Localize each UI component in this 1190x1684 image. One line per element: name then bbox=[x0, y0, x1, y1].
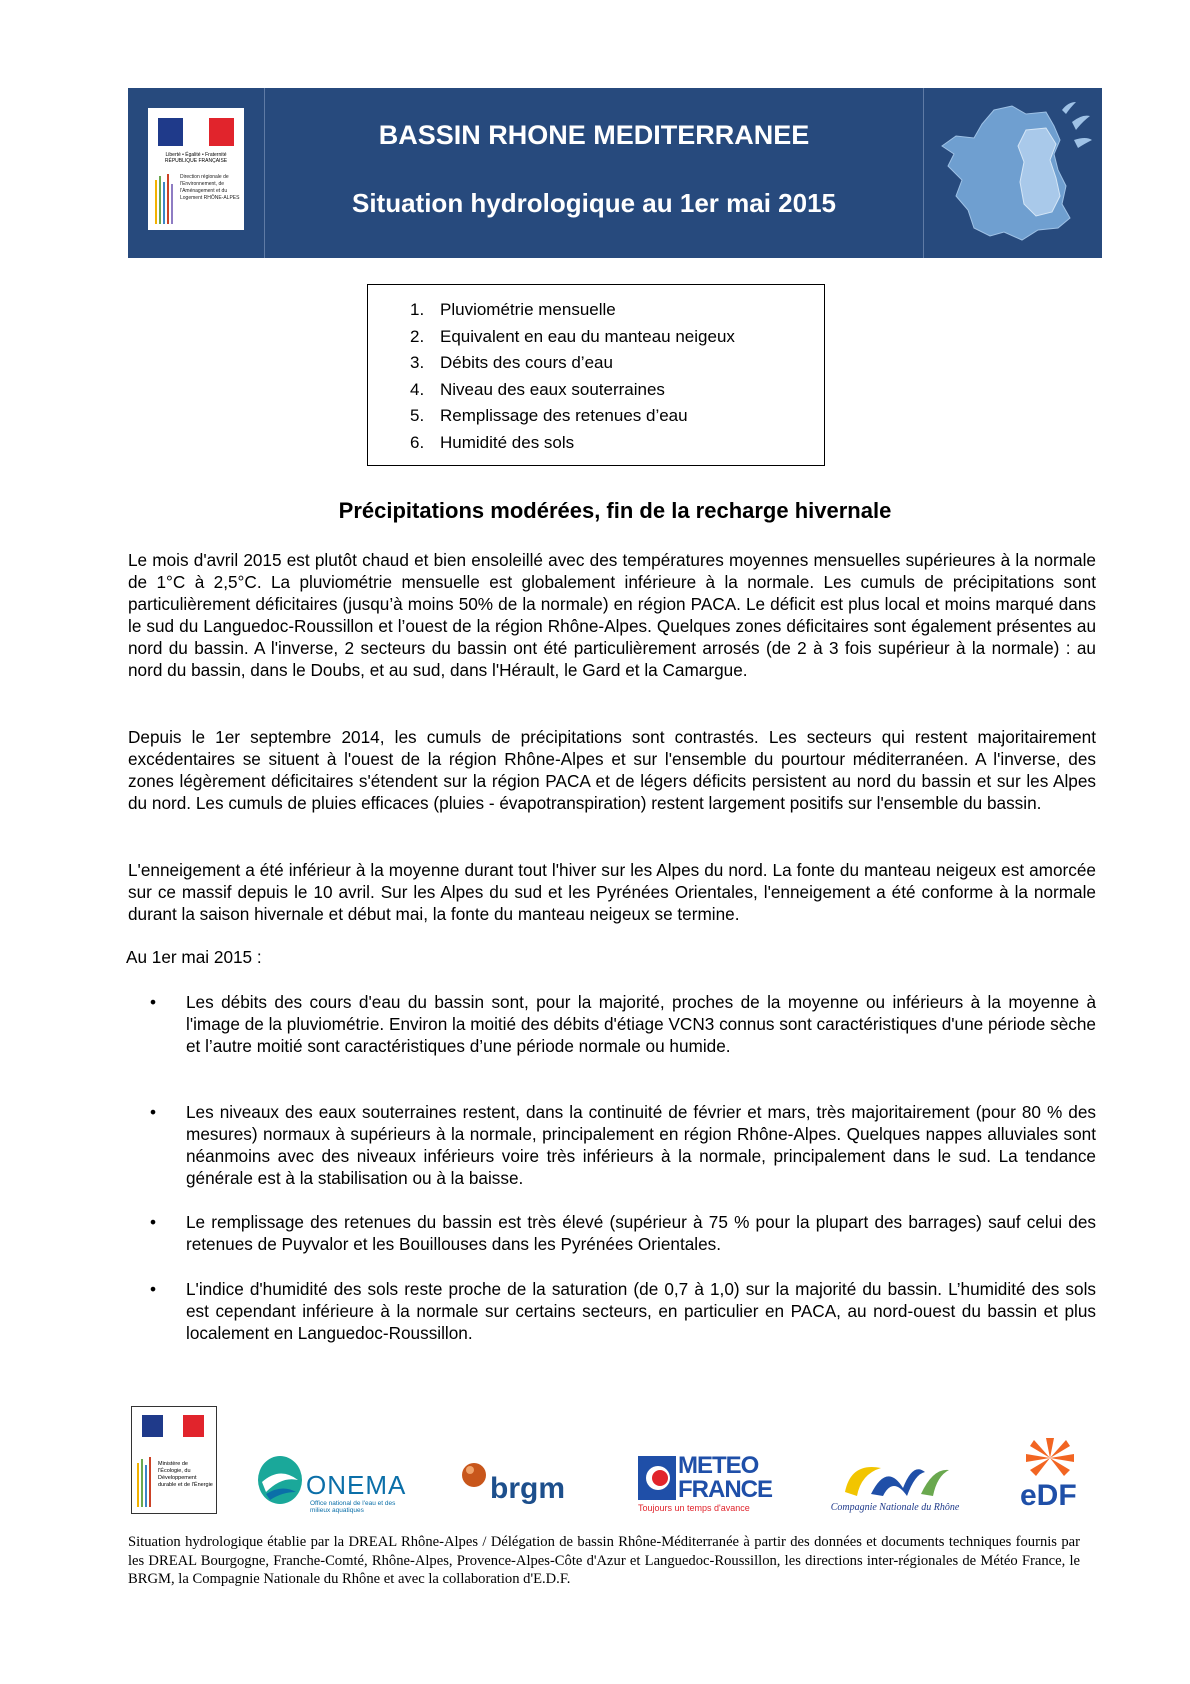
toc-item: 1. Pluviométrie mensuelle bbox=[410, 300, 616, 319]
onema-wave-icon bbox=[256, 1452, 304, 1506]
logo-motto: Liberté • Égalité • Fraternité RÉPUBLIQUE FRANÇAISE bbox=[164, 152, 228, 164]
ministry-logo bbox=[131, 1406, 217, 1514]
brgm-drop-icon bbox=[460, 1460, 488, 1488]
page-subtitle: Situation hydrologique au 1er mai 2015 bbox=[351, 188, 836, 218]
bullet-dot-icon: • bbox=[150, 1279, 157, 1299]
bullet-dot-icon: • bbox=[150, 992, 157, 1012]
republique-francaise-logo bbox=[148, 108, 244, 230]
cnr-swoosh-icon bbox=[841, 1458, 951, 1498]
bullet-dot-icon: • bbox=[150, 1102, 157, 1122]
page-title: BASSIN RHONE MEDITERRANEE bbox=[378, 120, 810, 150]
paragraph-since-september: Depuis le 1er septembre 2014, les cumuls de précipitations sont contrastés. Les secteurs qui restent majoritairement excédentaires se situent à l'ouest de la région Rhône-Alpes et sur l'ensemble du pourtour méditerranéen. A l'inverse, des zones légèrement déficitaires s'étendent sur la région PACA et de légers déficits persistent au nord du bassin et sur les Alpes du nord. Les cumuls de pluies efficaces (pluies - évapotranspiration) restent largement positifs sur l'ensemble du bassin. bbox=[128, 727, 1096, 813]
meteo-wordmark-line2: FRANCE bbox=[678, 1476, 772, 1503]
tricolor-flag-icon bbox=[158, 118, 234, 146]
brgm-logo bbox=[460, 1460, 578, 1510]
meteo-wordmark-line1: METEO bbox=[678, 1452, 759, 1479]
toc-item: 6. Humidité des sols bbox=[410, 432, 575, 452]
toc-item: 2. Equivalent en eau du manteau neigeux bbox=[410, 326, 735, 346]
brgm-wordmark: brgm bbox=[490, 1472, 565, 1505]
toc-item: 3. Débits des cours d’eau bbox=[410, 353, 613, 373]
bullet-text: Les débits des cours d'eau du bassin sont, pour la majorité, proches de la moyenne ou inférieurs à la moyenne à l'image de la pluviométrie. Environ la moitié des débits d'étiage VCN3 connus sont caractéristiques d'une période sèche et l’autre moitié sont caractéristiques d’une période normale ou humide. bbox=[186, 992, 1096, 1056]
cnr-logo bbox=[815, 1458, 975, 1514]
meteo-tagline: Toujours un temps d'avance bbox=[638, 1503, 750, 1513]
bullet-text: L'indice d'humidité des sols reste proche de la saturation (de 0,7 à 1,0) sur la majorité du bassin. L’humidité des sols est cependant inférieure à la normale sur certains secteurs, en particulier en PACA, au nord-ouest du bassin et plus localement en Languedoc-Roussillon. bbox=[186, 1279, 1096, 1343]
toc-list bbox=[410, 297, 735, 457]
tricolor-flag-icon bbox=[142, 1415, 204, 1437]
toc-item: 4. Niveau des eaux souterraines bbox=[410, 379, 665, 399]
dreal-color-bars-icon bbox=[154, 172, 176, 224]
bullet-dot-icon: • bbox=[150, 1212, 157, 1232]
onema-logo bbox=[256, 1452, 412, 1516]
header-banner bbox=[128, 88, 1102, 258]
paragraph-snow: L'enneigement a été inférieur à la moyenne durant tout l'hiver sur les Alpes du nord. La fonte du manteau neigeux est amorcée sur ce massif depuis le 10 avril. Sur les Alpes du sud et les Pyrénées Orientales, l'enneigement a été conforme à la normale durant la saison hivernale et début mai, la fonte du manteau neigeux se termine. bbox=[128, 860, 1096, 924]
paragraph-april: Le mois d'avril 2015 est plutôt chaud et bien ensoleillé avec des températures moyennes mensuelles supérieures à la normale de 1°C à 2,5°C. La pluviométrie mensuelle est globalement inférieure à la normale. Les cumuls de précipitations sont particulièrement déficitaires (jusqu’à moins 50% de la normale) en région PACA. Le déficit est plus local et moins marqué dans le sud du Languedoc-Roussillon et l’ouest de la région Rhône-Alpes. Quelques zones déficitaires sont également présentes au nord du bassin. A l'inverse, 2 secteurs du bassin ont été particulièrement arrosés (de 2 à 3 fois supérieur à la normale) : au nord du bassin, dans le Doubs, et au sud, dans l'Hérault, le Gard et la Camargue. bbox=[128, 550, 1096, 680]
france-basin-map-icon bbox=[934, 100, 1094, 248]
onema-subtitle: Office national de l'eau et des milieux aquatiques bbox=[310, 1500, 396, 1514]
edf-logo bbox=[1018, 1436, 1082, 1514]
onema-wordmark: ONEMA bbox=[306, 1470, 407, 1500]
date-intro: Au 1er mai 2015 : bbox=[126, 947, 262, 967]
toc-item: 5. Remplissage des retenues d’eau bbox=[410, 406, 688, 426]
bullet-text: Le remplissage des retenues du bassin est très élevé (supérieur à 75 % pour la plupart des barrages) sauf celui des retenues de Puyvalor et les Bouillouses dans les Pyrénées Orientales. bbox=[186, 1212, 1096, 1254]
cnr-tagline: Compagnie Nationale du Rhône bbox=[830, 1502, 960, 1513]
section-headline: Précipitations modérées, fin de la recharge hivernale bbox=[338, 498, 892, 523]
banner-logo-panel bbox=[128, 88, 265, 258]
edf-sun-icon bbox=[1024, 1436, 1076, 1480]
banner-map-panel bbox=[923, 88, 1102, 258]
dreal-name: Direction régionale de l'Environnement, de l'Aménagement et du Logement RHÔNE-ALPES bbox=[180, 174, 240, 201]
edf-wordmark: eDF bbox=[1020, 1479, 1077, 1512]
footer-credits: Situation hydrologique établie par la DREAL Rhône-Alpes / Délégation de bassin Rhône-Méditerranée à partir des données et documents techniques fournis par les DREAL Bourgogne, Franche-Comté, Rhône-Alpes, Provence-Alpes-Côte d'Azur et Languedoc-Roussillon, les directions inter-régionales de Météo France, le BRGM, la Compagnie Nationale du Rhône et avec la collaboration d'E.D.F. bbox=[128, 1534, 1080, 1587]
ministry-name: Ministère de l'Écologie, du Développement durable et de l'Énergie bbox=[158, 1461, 213, 1488]
table-of-contents bbox=[367, 284, 825, 466]
ministry-color-bars-icon bbox=[136, 1457, 154, 1507]
bullet-text: Les niveaux des eaux souterraines restent, dans la continuité de février et mars, très majoritairement (pour 80 % des mesures) normaux à supérieurs à la normale, principalement en région Rhône-Alpes. Quelques nappes alluviales sont néanmoins avec des niveaux inférieurs voire très inférieurs à la normale, principalement dans le sud. La tendance générale est à la stabilisation ou à la baisse. bbox=[186, 1102, 1096, 1188]
meteo-france-logo bbox=[638, 1452, 772, 1514]
meteo-france-hexagon-icon bbox=[638, 1456, 676, 1500]
